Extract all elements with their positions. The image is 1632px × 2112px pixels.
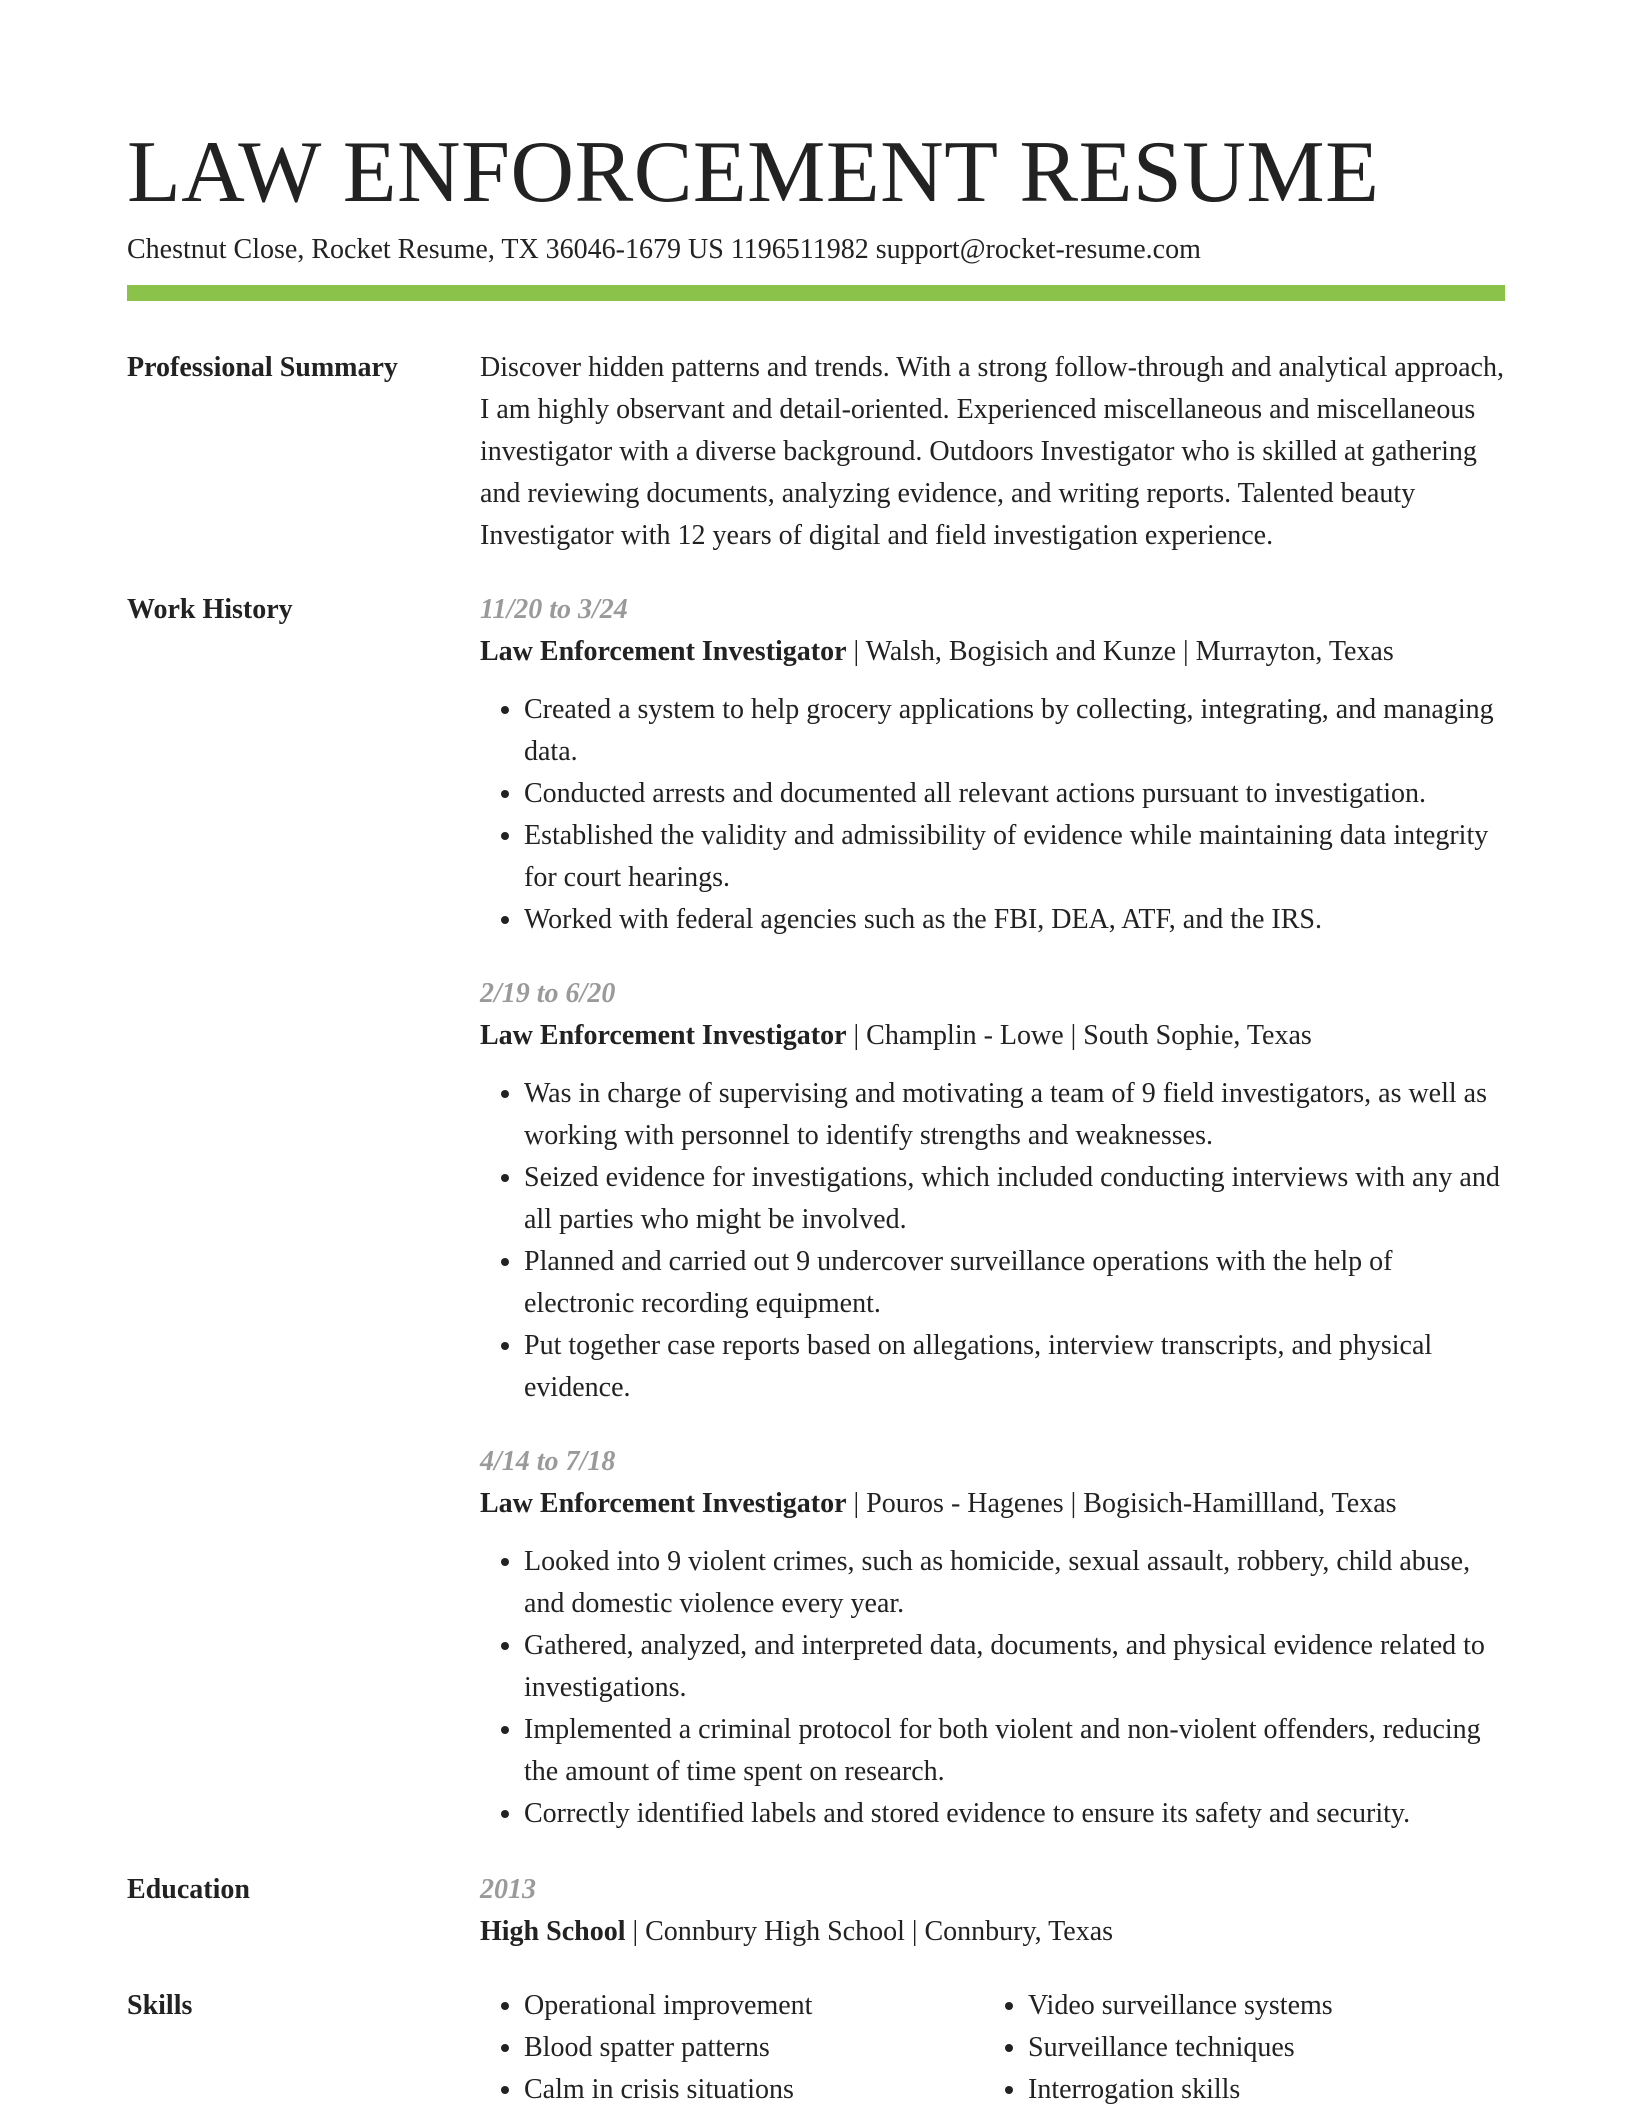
skills-list xyxy=(480,1985,984,2111)
job-bullet: • Correctly identified labels and stored evidence to ensure its safety and security. xyxy=(524,1793,1505,1835)
job-bullet: • Looked into 9 violent crimes, such as homicide, sexual assault, robbery, child abuse, and domestic violence every year. xyxy=(524,1541,1505,1625)
job-bullet: • Planned and carried out 9 undercover surveillance operations with the help of electronic recording equipment. xyxy=(524,1241,1505,1325)
work-history-heading: Work History xyxy=(127,594,293,625)
education-heading: Education xyxy=(127,1874,250,1905)
education-details: | Connbury High School | Connbury, Texas xyxy=(625,1916,1114,1947)
job-entry xyxy=(480,1441,1505,1835)
skills-heading: Skills xyxy=(127,1990,193,2021)
job-entry xyxy=(480,973,1505,1409)
job-header xyxy=(480,631,1505,673)
skill-item: • Calm in crisis situations xyxy=(524,2069,984,2111)
job-bullet: • Implemented a criminal protocol for both violent and non-violent offenders, reducing the amount of time spent on research. xyxy=(524,1709,1505,1793)
skill-item: • Interrogation skills xyxy=(1028,2069,1488,2111)
job-title: Law Enforcement Investigator xyxy=(480,636,847,667)
job-bullet: • Seized evidence for investigations, which included conducting interviews with any and all parties who might be involved. xyxy=(524,1157,1505,1241)
job-bullet: • Conducted arrests and documented all relevant actions pursuant to investigation. xyxy=(524,773,1505,815)
job-details: | Champlin - Lowe | South Sophie, Texas xyxy=(846,1020,1312,1051)
job-details: | Walsh, Bogisich and Kunze | Murrayton, Texas xyxy=(846,636,1394,667)
job-bullet: • Put together case reports based on allegations, interview transcripts, and physical evidence. xyxy=(524,1325,1505,1409)
education-year: 2013 xyxy=(480,1874,536,1905)
job-header xyxy=(480,1015,1505,1057)
job-bullets xyxy=(480,1541,1505,1835)
skill-item: • Surveillance techniques xyxy=(1028,2027,1488,2069)
job-bullets xyxy=(480,689,1505,941)
job-entry xyxy=(480,589,1505,941)
skill-item: • Blood spatter patterns xyxy=(524,2027,984,2069)
skills-list xyxy=(984,1985,1488,2111)
skills-column-right xyxy=(984,1985,1488,2111)
work-history-section xyxy=(480,589,1505,1867)
job-dates: 2/19 to 6/20 xyxy=(480,978,616,1009)
summary-text: Discover hidden patterns and trends. With a strong follow-through and analytical approach, I am highly observant and detail-oriented. Experienced miscellaneous and miscellaneous investigator with a diverse background. Outdoors Investigator who is skilled at gathering and reviewing documents, analyzing evidence, and writing reports. Talented beauty Investigator with 12 years of digital and field investigation experience. xyxy=(480,352,1504,551)
job-details: | Pouros - Hagenes | Bogisich-Hamillland, Texas xyxy=(846,1488,1397,1519)
skills-section xyxy=(480,1985,1505,2111)
education-section xyxy=(480,1869,1505,1953)
contact-line: Chestnut Close, Rocket Resume, TX 36046-1679 US 1196511982 support@rocket-resume.com xyxy=(127,234,1201,265)
job-bullet: • Created a system to help grocery applications by collecting, integrating, and managing data. xyxy=(524,689,1505,773)
summary-heading: Professional Summary xyxy=(127,352,398,383)
skill-item: • Video surveillance systems xyxy=(1028,1985,1488,2027)
job-bullet: • Gathered, analyzed, and interpreted data, documents, and physical evidence related to investigations. xyxy=(524,1625,1505,1709)
skill-item: • Operational improvement xyxy=(524,1985,984,2027)
job-title: Law Enforcement Investigator xyxy=(480,1020,847,1051)
resume-title: LAW ENFORCEMENT RESUME xyxy=(127,124,1380,221)
job-bullet: • Worked with federal agencies such as the FBI, DEA, ATF, and the IRS. xyxy=(524,899,1505,941)
job-bullet: • Established the validity and admissibility of evidence while maintaining data integrity for court hearings. xyxy=(524,815,1505,899)
job-title: Law Enforcement Investigator xyxy=(480,1488,847,1519)
job-dates: 11/20 to 3/24 xyxy=(480,594,628,625)
accent-divider xyxy=(127,285,1505,301)
job-dates: 4/14 to 7/18 xyxy=(480,1446,616,1477)
skills-columns xyxy=(480,1985,1505,2111)
job-bullet: • Was in charge of supervising and motivating a team of 9 field investigators, as well as working with personnel to identify strengths and weaknesses. xyxy=(524,1073,1505,1157)
job-header xyxy=(480,1483,1505,1525)
education-header xyxy=(480,1911,1505,1953)
skills-column-left xyxy=(480,1985,984,2111)
job-bullets xyxy=(480,1073,1505,1409)
summary-section xyxy=(480,347,1505,557)
education-degree: High School xyxy=(480,1916,626,1947)
